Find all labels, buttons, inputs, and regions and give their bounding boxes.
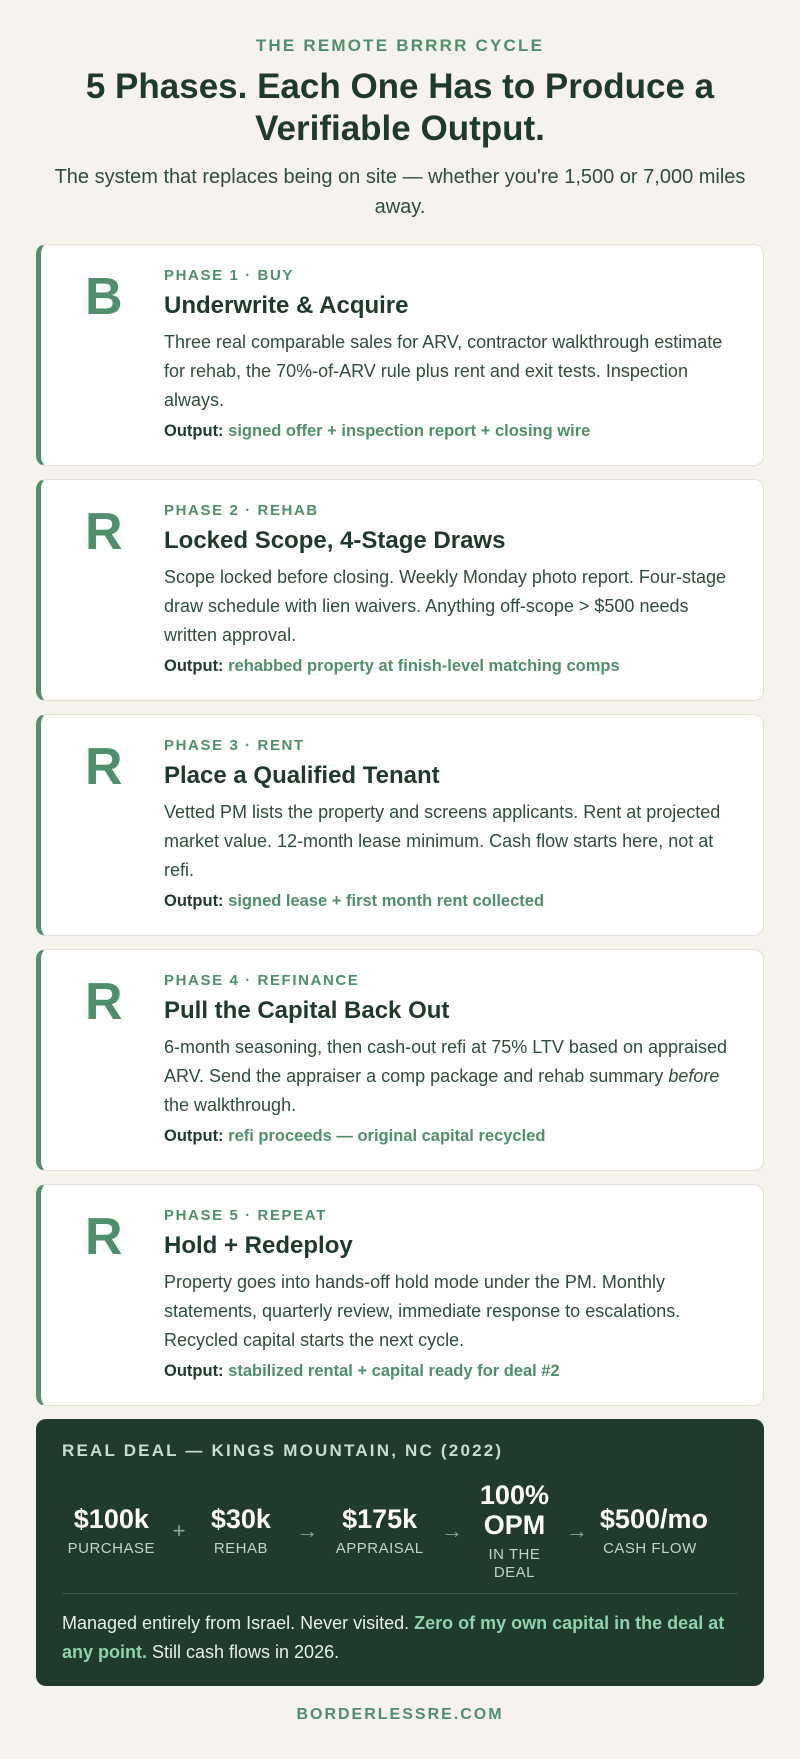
phase-list bbox=[36, 244, 764, 1406]
stat-value: $500/mo bbox=[599, 1504, 708, 1534]
output-value: refi proceeds — original capital recycled bbox=[228, 1127, 546, 1145]
footer-domain: BORDERLESSRE.COM bbox=[296, 1706, 504, 1723]
stat-value: $100k bbox=[73, 1504, 149, 1534]
output-value: signed lease + first month rent collected bbox=[228, 892, 545, 910]
stat-label: CASH FLOW bbox=[603, 1540, 697, 1557]
output-label: Output: bbox=[164, 657, 224, 675]
phase-output bbox=[164, 892, 737, 911]
phase-letter: B bbox=[85, 268, 123, 326]
phase-card-repeat bbox=[36, 1184, 764, 1406]
output-label: Output: bbox=[164, 892, 224, 910]
deal-stats bbox=[62, 1481, 738, 1581]
arrow-right-icon: → bbox=[565, 1518, 588, 1543]
phase-title: Place a Qualified Tenant bbox=[164, 762, 440, 789]
stat-value: $175k bbox=[342, 1504, 418, 1534]
phase-output bbox=[164, 422, 737, 441]
phase-card-buy bbox=[36, 244, 764, 466]
stat-purchase bbox=[62, 1504, 161, 1558]
phase-description: Vetted PM lists the property and screens applicants. Rent at projected market value. 12-month lease minimum. Cash flow starts here, not at refi. bbox=[164, 802, 721, 880]
phase-description bbox=[164, 1033, 737, 1120]
output-label: Output: bbox=[164, 422, 224, 440]
deal-text: Managed entirely from Israel. Never visited. bbox=[62, 1613, 415, 1633]
arrow-right-icon: → bbox=[296, 1518, 319, 1543]
plus-icon: + bbox=[172, 1518, 186, 1543]
output-label: Output: bbox=[164, 1362, 224, 1380]
stat-opm bbox=[475, 1480, 554, 1582]
deal-summary bbox=[62, 1609, 738, 1667]
phase-card-rent bbox=[36, 714, 764, 936]
phase-letter: R bbox=[85, 973, 123, 1031]
phase-description: Three real comparable sales for ARV, contractor walkthrough estimate for rehab, the 70%-of-ARV rule plus rent and exit tests. Inspection always. bbox=[164, 332, 723, 410]
phase-output bbox=[164, 657, 737, 676]
phase-letter: R bbox=[85, 738, 123, 796]
stat-rehab bbox=[198, 1504, 285, 1558]
stat-label: PURCHASE bbox=[67, 1540, 155, 1557]
stat-label: APPRAISAL bbox=[335, 1540, 424, 1557]
phase-title: Hold + Redeploy bbox=[164, 1232, 353, 1259]
phase-label: PHASE 1 · BUY bbox=[164, 267, 294, 284]
eyebrow: THE REMOTE BRRRR CYCLE bbox=[255, 36, 545, 55]
description-text-end: the walkthrough. bbox=[164, 1095, 297, 1115]
description-text: 6-month seasoning, then cash-out refi at 75% LTV based on appraised ARV. Send the appraiser a comp package and rehab summary bbox=[164, 1037, 728, 1086]
real-deal-panel bbox=[36, 1419, 764, 1686]
phase-label: PHASE 5 · REPEAT bbox=[164, 1207, 327, 1224]
phase-card-refinance bbox=[36, 949, 764, 1171]
phase-title: Locked Scope, 4-Stage Draws bbox=[164, 527, 506, 554]
phase-description: Scope locked before closing. Weekly Monday photo report. Four-stage draw schedule with lien waivers. Anything off-scope > $500 needs written approval. bbox=[164, 567, 726, 645]
stat-value: $30k bbox=[210, 1504, 271, 1534]
deal-text-end: Still cash flows in 2026. bbox=[147, 1642, 340, 1662]
stat-cash-flow bbox=[600, 1504, 738, 1558]
phase-label: PHASE 4 · REFINANCE bbox=[164, 972, 360, 989]
phase-letter: R bbox=[85, 503, 123, 561]
output-value: stabilized rental + capital ready for deal #2 bbox=[228, 1362, 560, 1380]
stat-value-line1: 100% bbox=[479, 1480, 549, 1510]
arrow-right-icon: → bbox=[440, 1518, 463, 1543]
stat-label-line1: IN THE bbox=[488, 1546, 541, 1563]
stat-appraisal bbox=[330, 1504, 429, 1558]
phase-label: PHASE 2 · REHAB bbox=[164, 502, 319, 519]
deal-highlight: Zero of my own capital in the deal at any point. bbox=[62, 1613, 725, 1662]
phase-title: Underwrite & Acquire bbox=[164, 292, 409, 319]
stat-value-line2: OPM bbox=[483, 1510, 546, 1540]
divider bbox=[62, 1593, 738, 1594]
phase-card-rehab bbox=[36, 479, 764, 701]
stat-label: REHAB bbox=[213, 1540, 269, 1557]
phase-title: Pull the Capital Back Out bbox=[164, 997, 450, 1024]
output-value: rehabbed property at finish-level matching comps bbox=[228, 657, 620, 675]
phase-label: PHASE 3 · RENT bbox=[164, 737, 305, 754]
deal-eyebrow: REAL DEAL — KINGS MOUNTAIN, NC (2022) bbox=[62, 1441, 504, 1460]
page-title: 5 Phases. Each One Has to Produce a Verifiable Output. bbox=[85, 67, 715, 148]
description-emphasis: before bbox=[668, 1066, 720, 1086]
output-label: Output: bbox=[164, 1127, 224, 1145]
phase-description: Property goes into hands-off hold mode under the PM. Monthly statements, quarterly review, immediate response to escalations. Recycled capital starts the next cycle. bbox=[164, 1272, 681, 1350]
output-value: signed offer + inspection report + closing wire bbox=[228, 422, 591, 440]
phase-letter: R bbox=[85, 1208, 123, 1266]
phase-output bbox=[164, 1362, 737, 1381]
phase-output bbox=[164, 1127, 737, 1146]
stat-label-line2: DEAL bbox=[493, 1564, 536, 1581]
subtitle: The system that replaces being on site — whether you're 1,500 or 7,000 miles away. bbox=[54, 166, 746, 218]
